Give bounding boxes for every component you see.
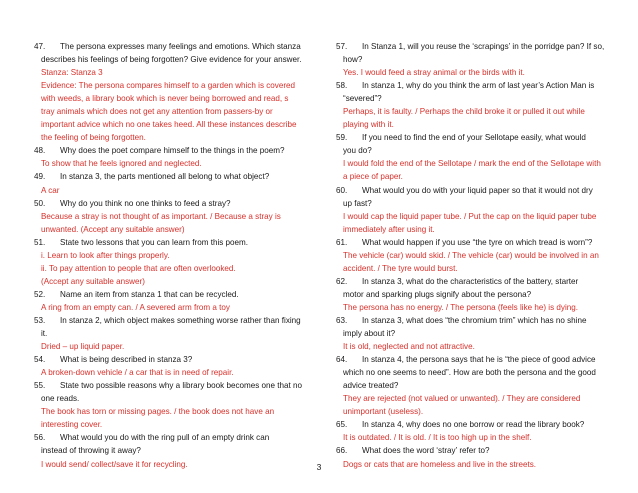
answer-line: i. Learn to look after things properly. [41,250,170,260]
question-line [34,288,302,301]
question-continuation: instead of throwing it away? [41,446,141,456]
question-text: In stanza 3, what do the characteristics of the battery, starter [362,276,579,286]
answer-line: I would fold the end of the Sellotape / mark the end of the Sellotape with [343,159,601,169]
question-line [336,275,606,288]
question-continuation: “severed”? [343,94,382,104]
answer-line: A broken-down vehicle / a car that is in need of repair. [41,368,234,378]
question-line [336,79,606,92]
question-line [34,314,302,327]
answer-line: interesting cover. [41,420,103,430]
answer-line: important advice which no one takes heed. All these instances describe [41,120,297,130]
answer-line: unimportant (useless). [343,407,424,417]
question-number: 59. [336,133,348,143]
answer-line: accident. / The tyre would burst. [343,263,458,273]
answer-line: Because a stray is not thought of as important. / Because a stray is [41,211,281,221]
question-line [34,379,302,392]
question-text: In stanza 2, which object makes something worse rather than fixing [60,315,301,325]
question-line [336,444,606,457]
question-number: 62. [336,276,348,286]
question-number: 47. [34,42,46,51]
question-number: 61. [336,237,348,247]
question-line [34,353,302,366]
question-line [34,40,302,53]
answer-line: Dried – up liquid paper. [41,342,125,352]
question-text: In stanza 3, the parts mentioned all belong to what object? [60,172,270,182]
question-line [336,131,606,144]
question-continuation: which no one seems to need”. How are both the persona and the good [343,368,596,378]
question-line [34,236,302,249]
question-line [34,170,302,183]
answer-line: Evidence: The persona compares himself to a garden which is covered [41,81,296,91]
question-continuation: motor and sparking plugs signify about the persona? [343,289,532,299]
question-line [34,197,302,210]
answer-line: The book has torn or missing pages. / the book does not have an [41,407,275,417]
question-text: State two lessons that you can learn from this poem. [60,237,249,247]
question-text: Why does the poet compare himself to the things in the poem? [60,146,285,156]
answer-line: The persona has no energy. / The persona (feels like he) is dying. [343,302,579,312]
question-number: 64. [336,355,348,365]
question-text: What would you do with the ring pull of an empty drink can [60,433,270,443]
question-number: 65. [336,420,348,430]
question-continuation: one reads. [41,394,80,404]
question-number: 60. [336,185,348,195]
question-text: In stanza 4, the persona says that he is “the piece of good advice [362,355,596,365]
question-continuation: how? [343,55,363,65]
question-continuation: describes his feelings of being forgotten? Give evidence for your answer. [41,55,302,65]
question-continuation: up fast? [343,198,372,208]
question-continuation: imply about it? [343,329,396,339]
question-number: 49. [34,172,46,182]
answer-line: I would cap the liquid paper tube. / Put the cap on the liquid paper tube [343,211,597,221]
answer-line: It is old, neglected and not attractive. [343,342,475,352]
question-number: 66. [336,446,348,456]
question-text: The persona expresses many feelings and emotions. Which stanza [60,42,301,51]
answer-line: unwanted. (Accept any suitable answer) [41,224,185,234]
answer-line: Dogs or cats that are homeless and live in the streets. [343,459,536,469]
answer-line: Yes. I would feed a stray animal or the birds with it. [343,68,525,78]
answer-line: I would send/ collect/save it for recycling. [41,459,188,469]
answer-line: Perhaps, it is faulty. / Perhaps the child broke it or pulled it out while [343,107,585,117]
page-number: 3 [316,462,322,472]
question-number: 63. [336,315,348,325]
question-number: 55. [34,381,46,391]
question-line [34,144,302,157]
answer-line: tray animals which does not get any attention from passers-by or [41,107,273,117]
question-text: What would you do with your liquid paper so that it would not dry [362,185,593,195]
question-number: 58. [336,81,348,91]
question-text: What does the word ‘stray’ refer to? [362,446,490,456]
question-number: 56. [34,433,46,443]
question-line [336,40,606,53]
answer-line: ii. To pay attention to people that are often overlooked. [41,263,236,273]
answer-line: A car [41,185,60,195]
question-number: 48. [34,146,46,156]
answer-line: To show that he feels ignored and neglected. [41,159,202,169]
question-number: 52. [34,289,46,299]
question-line [34,431,302,444]
answer-line: It is outdated. / It is old. / It is too high up in the shelf. [343,433,532,443]
question-continuation: advice treated? [343,381,399,391]
question-text: In stanza 4, why does no one borrow or read the library book? [362,420,585,430]
question-text: What would happen if you use “the tyre on which tread is worn”? [362,237,593,247]
question-text: In stanza 1, why do you think the arm of last year’s Action Man is [362,81,595,91]
question-text: In stanza 3, what does “the chromium trim” which has no shine [362,315,587,325]
answer-line: a piece of paper. [343,172,403,182]
question-continuation: it. [41,329,48,339]
question-text: If you need to find the end of your Sellotape easily, what would [362,133,586,143]
question-number: 50. [34,198,46,208]
question-line [336,184,606,197]
question-line [336,236,606,249]
question-line [336,314,606,327]
answer-line: playing with it. [343,120,394,130]
question-continuation: you do? [343,146,372,156]
answer-line: with weeds, a library book which is never being borrowed and read, s [41,94,289,104]
question-text: What is being described in stanza 3? [60,355,193,365]
left-column [34,40,302,471]
answer-line: (Accept any suitable answer) [41,276,145,286]
question-line [336,353,606,366]
question-text: In Stanza 1, will you reuse the ‘scrapings’ in the porridge pan? If so, [362,42,605,51]
question-text: Why do you think no one thinks to feed a stray? [60,198,231,208]
answer-line: the feeling of being forgotten. [41,133,146,143]
question-line [336,418,606,431]
answer-line: Stanza: Stanza 3 [41,68,103,78]
question-text: State two possible reasons why a library book becomes one that no [60,381,302,391]
question-number: 54. [34,355,46,365]
answer-line: They are rejected (not valued or unwanted). / They are considered [343,394,581,404]
answer-line: A ring from an empty can. / A severed arm from a toy [41,302,230,312]
question-number: 53. [34,315,46,325]
right-column [336,40,606,471]
question-text: Name an item from stanza 1 that can be recycled. [60,289,239,299]
answer-line: The vehicle (car) would skid. / The vehicle (car) would be involved in an [343,250,599,260]
question-number: 51. [34,237,46,247]
answer-line: immediately after using it. [343,224,435,234]
question-number: 57. [336,42,348,51]
